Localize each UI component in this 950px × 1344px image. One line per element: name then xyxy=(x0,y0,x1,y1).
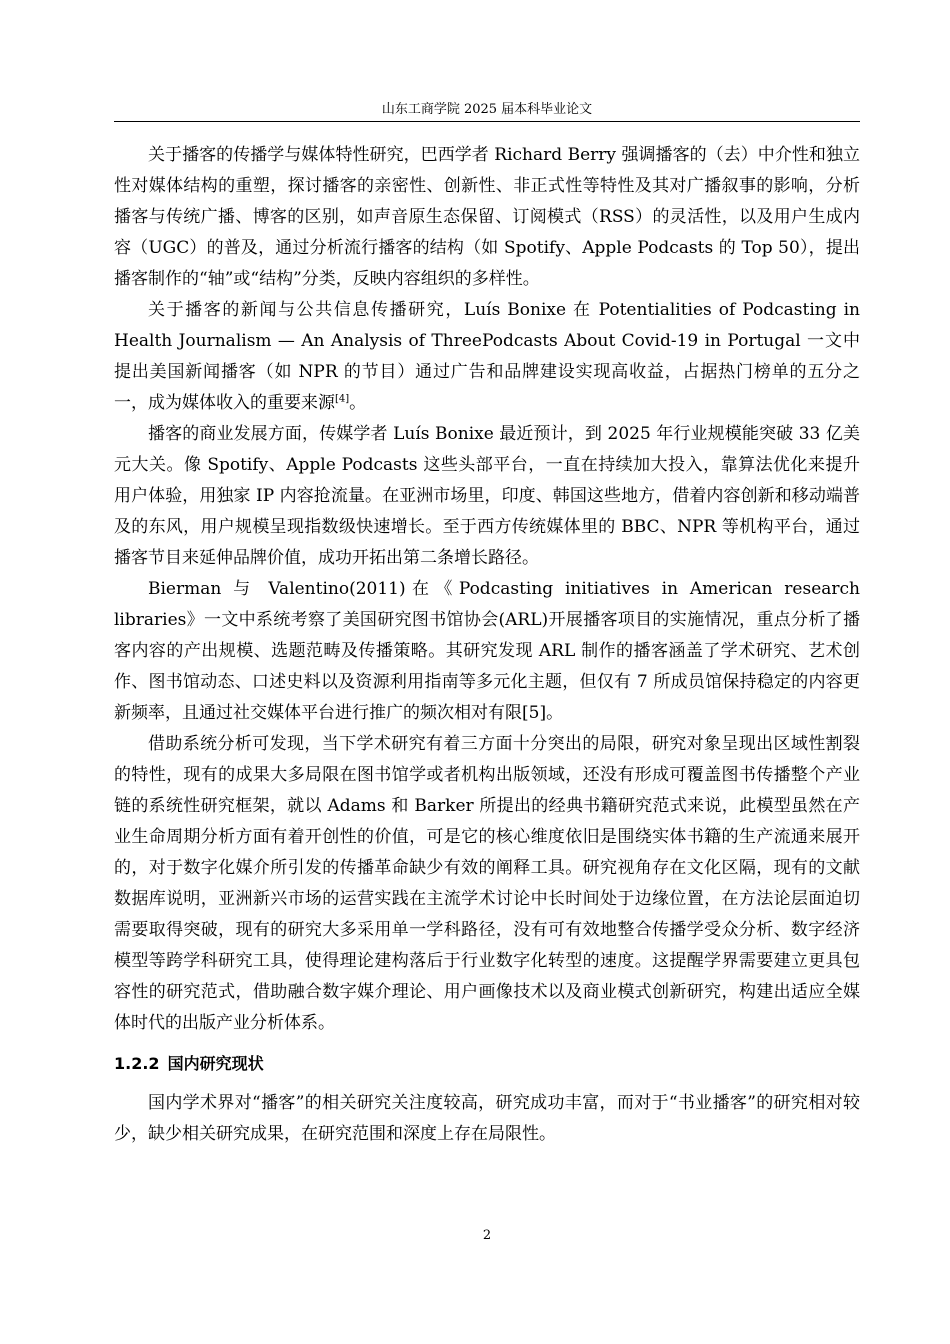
paragraph-luis-bonixe-journalism xyxy=(114,295,860,419)
paragraph-text: 关于播客的新闻与公共信息传播研究，Luís Bonixe 在 Potentialities of Podcasting in Health Journalism — An Analysis of ThreePodcasts About Covid-19 in Portugal 一文中提出美国新闻播客（如 NPR 的节目）通过广告和品牌建设实现高收益，占据热门榜单的五分之一，成为媒体收入的重要来源 xyxy=(114,300,860,413)
paragraph-domestic-research xyxy=(114,1088,860,1150)
paragraph-text: 借助系统分析可发现，当下学术研究有着三方面十分突出的局限，研究对象呈现出区域性割裂的特性，现有的成果大多局限在图书馆学或者机构出版领域，还没有形成可覆盖图书传播整个产业链的系统性研究框架，就以 Adams 和 Barker 所提出的经典书籍研究范式来说，此模型虽然在产业生命周期分析方面有着开创性的价值，可是它的核心维度依旧是围绕实体书籍的生产流通来展开的，对于数字化媒介所引发的传播革命缺少有效的阐释工具。研究视角存在文化区隔，现有的文献数据库说明，亚洲新兴市场的运营实践在主流学术讨论中长时间处于边缘位置，在方法论层面迫切需要取得突破，现有的研究大多采用单一学科路径，没有可有效地整合传播学受众分析、数字经济模型等跨学科研究工具，使得理论建构落后于行业数字化转型的速度。这提醒学界需要建立更具包容性的研究范式，借助融合数字媒介理论、用户画像技术以及商业模式创新研究，构建出适应全媒体时代的出版产业分析体系。 xyxy=(114,734,860,1033)
paragraph-text: Bierman 与 Valentino(2011)在《Podcasting initiatives in American research libraries》一文中系统考察了美国研究图书馆协会(ARL)开展播客项目的实施情况，重点分析了播客内容的产出规模、选题范畴及传播策略。其研究发现 ARL 制作的播客涵盖了学术研究、艺术创作、图书馆动态、口述史料以及资源利用指南等多元化主题，但仅有 7 所成员馆保持稳定的内容更新频率，且通过社交媒体平台进行推广的频次相对有限[5]。 xyxy=(114,579,860,723)
paragraph-richard-berry xyxy=(114,140,860,295)
citation-ref: [4] xyxy=(335,393,350,405)
section-heading xyxy=(114,1049,860,1079)
section-title: 国内研究现状 xyxy=(167,1054,264,1073)
paragraph-bierman-valentino xyxy=(114,574,860,729)
header-rule xyxy=(114,121,860,122)
paragraph-commercial-development xyxy=(114,419,860,574)
page-number: 2 xyxy=(482,1228,492,1243)
paragraph-text: 关于播客的传播学与媒体特性研究，巴西学者 Richard Berry 强调播客的（去）中介性和独立性对媒体结构的重塑，探讨播客的亲密性、创新性、非正式性等特性及其对广播叙事的影响，分析播客与传统广播、博客的区别，如声音原生态保留、订阅模式（RSS）的灵活性，以及用户生成内容（UGC）的普及，通过分析流行播客的结构（如 Spotify、Apple Podcasts 的 Top 50），提出播客制作的“轴”或“结构”分类，反映内容组织的多样性。 xyxy=(114,145,860,289)
paragraph-text: 国内学术界对“播客”的相关研究关注度较高，研究成功丰富，而对于“书业播客”的研究相对较少，缺少相关研究成果，在研究范围和深度上存在局限性。 xyxy=(114,1093,860,1144)
paragraph-tail: 。 xyxy=(349,393,367,413)
running-header: 山东工商学院 2025 届本科毕业论文 xyxy=(381,102,593,117)
section-number: 1.2.2 xyxy=(114,1054,160,1073)
paragraph-text: 播客的商业发展方面，传媒学者 Luís Bonixe 最近预计，到 2025 年行业规模能突破 33 亿美元大关。像 Spotify、Apple Podcasts 这些头部平台，一直在持续加大投入，靠算法优化来提升用户体验，用独家 IP 内容抢流量。在亚洲市场里，印度、韩国这些地方，借着内容创新和移动端普及的东风，用户规模呈现指数级快速增长。至于西方传统媒体里的 BBC、NPR 等机构平台，通过播客节目来延伸品牌价值，成功开拓出第二条增长路径。 xyxy=(114,424,860,568)
paragraph-research-limitations xyxy=(114,729,860,1039)
body-text xyxy=(114,140,860,1150)
